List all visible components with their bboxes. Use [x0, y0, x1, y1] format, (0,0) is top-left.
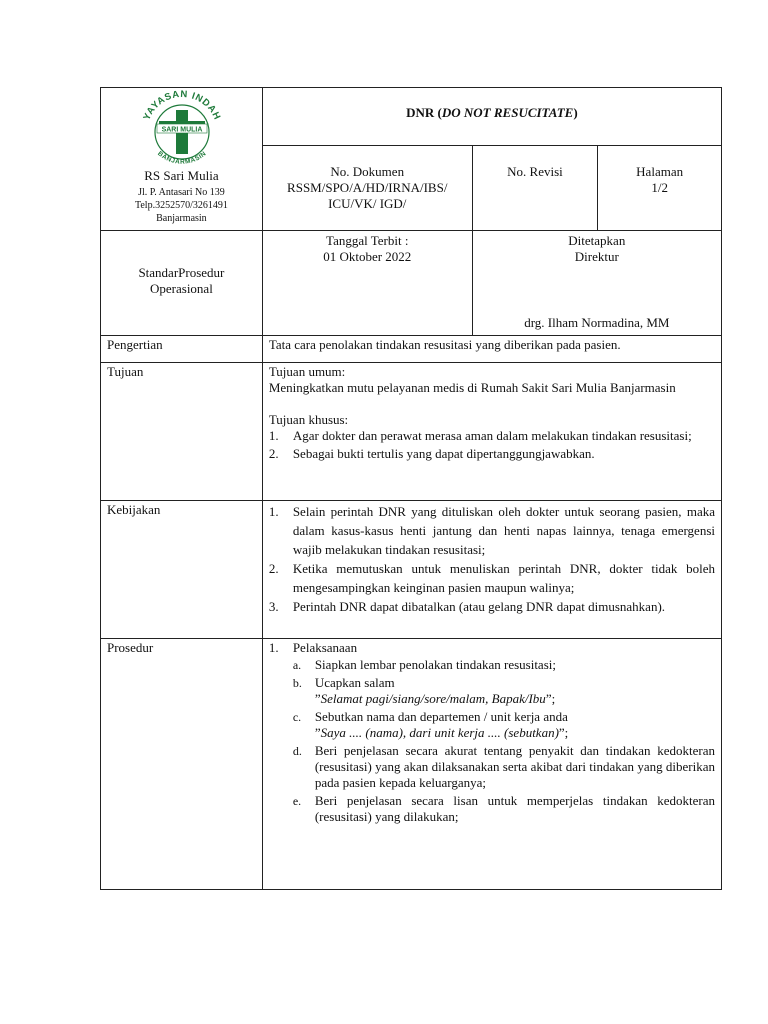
list-item: 1. Agar dokter dan perawat merasa aman dalam melakukan tindakan resusitasi;	[268, 428, 692, 443]
hospital-logo	[137, 88, 227, 170]
document-title-cell	[262, 88, 721, 146]
issue-date: 01 Oktober 2022	[323, 249, 412, 264]
list-item: c. Sebutkan nama dan departemen / unit kerja anda ”Saya .... (nama), dari unit kerja .... (sebutkan)”;	[292, 709, 569, 740]
list-item: d. Beri penjelasan secara akurat tentang penyakit dan tindakan kedokteran (resusitasi) yang akan dilaksanakan serta akibat dari tindakan yang diberikan pada pasien kepada keluarganya;	[292, 743, 715, 790]
hospital-name: RS Sari Mulia	[144, 168, 219, 183]
tujuan-label-cell	[101, 363, 263, 501]
logo-banner-text: SARI MULIA	[161, 126, 203, 134]
list-item: e. Beri penjelasan secara lisan untuk memperjelas tindakan kedokteran (resusitasi) yang dilakukan;	[292, 793, 715, 824]
approval-label: Ditetapkan	[568, 233, 626, 248]
hospital-address-1: Jl. P. Antasari No 139	[138, 187, 225, 198]
page-label: Halaman	[636, 164, 684, 180]
pengertian-content-cell	[262, 336, 721, 363]
document-number-label: No. Dokumen	[330, 164, 405, 180]
issue-date-cell	[262, 231, 472, 336]
issue-date-label: Tanggal Terbit :	[326, 233, 409, 248]
sop-document-table	[100, 87, 722, 890]
prosedur-label-cell	[101, 639, 263, 890]
prosedur-content-cell	[262, 639, 721, 890]
introduction-quote: Saya .... (nama), dari unit kerja .... (sebutkan)	[320, 725, 559, 740]
pengertian-label-cell	[101, 336, 263, 363]
pengertian-text: Tata cara penolakan tindakan resusitasi yang diberikan pada pasien.	[268, 337, 621, 352]
list-item: 3. Perintah DNR dapat dibatalkan (atau gelang DNR dapat dimusnahkan).	[268, 599, 666, 614]
list-item: 2. Sebagai bukti tertulis yang dapat dipertanggungjawabkan.	[268, 446, 595, 461]
kebijakan-content-cell	[262, 501, 721, 639]
pengertian-label: Pengertian	[107, 337, 163, 352]
hospital-address-3: Banjarmasin	[156, 213, 207, 224]
hospital-address-2: Telp.3252570/3261491	[134, 200, 228, 211]
hospital-identity-cell	[101, 88, 263, 231]
procedure-step: 1. Pelaksanaan	[268, 640, 358, 655]
page-value: 1/2	[651, 180, 668, 196]
sop-label: StandarProsedur Operasional	[138, 265, 225, 296]
tujuan-label: Tujuan	[107, 364, 144, 379]
list-item: 1. Selain perintah DNR yang dituliskan oleh dokter untuk seorang pasien, maka dalam kasus-kasus henti jantung dan henti napas lainnya, tenaga emergensi wajib melakukan tindakan resusitasi;	[268, 504, 715, 557]
logo-bottom-text: BANJARMASIN	[156, 150, 208, 166]
list-item: 2. Ketika memutuskan untuk menuliskan perintah DNR, dokter tidak boleh mengesampingkan keinginan pasien maupun walinya;	[268, 561, 715, 595]
document-title: DNR (DO NOT RESUCITATE)	[406, 105, 578, 120]
tujuan-general-title: Tujuan umum:	[268, 364, 346, 379]
approver-name: drg. Ilham Normadina, MM	[524, 315, 670, 330]
kebijakan-label-cell	[101, 501, 263, 639]
revision-cell	[472, 146, 598, 231]
document-number: RSSM/SPO/A/HD/IRNA/IBS/ ICU/VK/ IGD/	[287, 180, 448, 212]
list-item: a. Siapkan lembar penolakan tindakan resusitasi;	[292, 657, 556, 672]
document-number-cell	[262, 146, 472, 231]
page-cell	[598, 146, 722, 231]
approval-cell	[472, 231, 721, 336]
kebijakan-label: Kebijakan	[107, 502, 161, 517]
tujuan-general-text: Meningkatkan mutu pelayanan medis di Rumah Sakit Sari Mulia Banjarmasin	[268, 380, 676, 395]
approver-role: Direktur	[574, 249, 619, 264]
tujuan-specific-title: Tujuan khusus:	[268, 412, 349, 427]
tujuan-content-cell	[262, 363, 721, 501]
list-item: b. Ucapkan salam ”Selamat pagi/siang/sore/malam, Bapak/Ibu”;	[292, 675, 556, 706]
greeting-quote: Selamat pagi/siang/sore/malam, Bapak/Ibu	[320, 691, 546, 706]
prosedur-label: Prosedur	[107, 640, 154, 655]
sop-label-cell	[101, 231, 263, 336]
logo-arc-text: YAYASAN INDAH	[141, 88, 223, 123]
revision-label: No. Revisi	[507, 164, 563, 180]
